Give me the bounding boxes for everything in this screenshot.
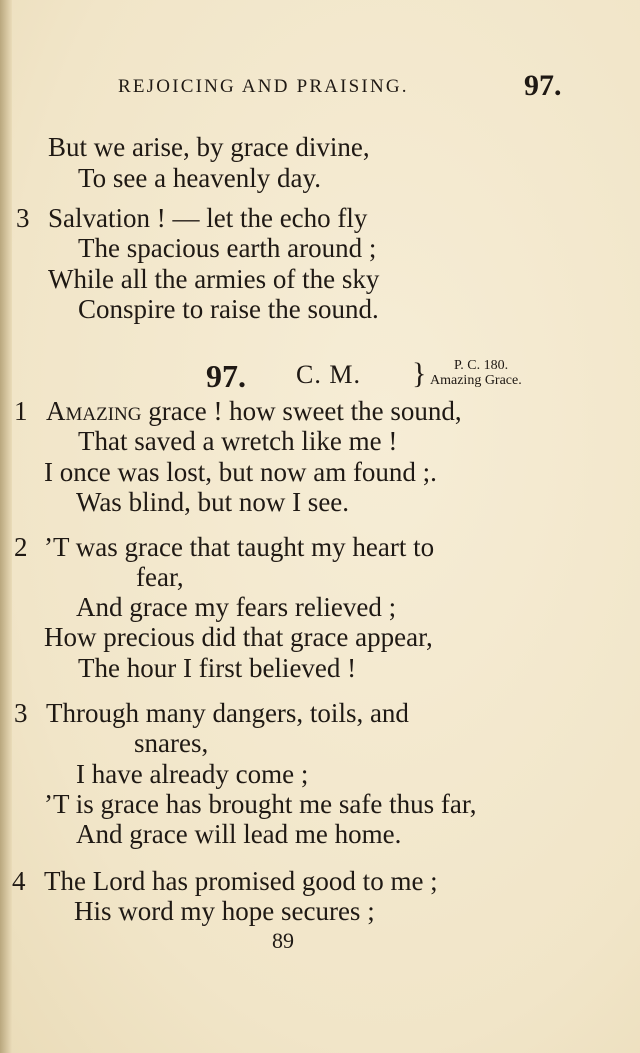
verse-first-line — [46, 396, 462, 426]
verse-line: I have already come ; — [76, 759, 309, 789]
page-gutter-shadow — [0, 0, 12, 1053]
continuation-line: But we arise, by grace divine, — [48, 132, 370, 162]
verse-line: ’T was grace that taught my heart to — [44, 532, 435, 562]
hymn-meter: C. M. — [296, 360, 361, 389]
verse-first-word: Amazing — [46, 396, 142, 426]
verse-line: And grace my fears relieved ; — [76, 592, 397, 622]
verse-line: While all the armies of the sky — [48, 264, 380, 294]
verse-number: 3 — [14, 698, 28, 728]
verse-line: Through many dangers, toils, and — [46, 698, 409, 728]
reference-tune: Amazing Grace. — [430, 373, 522, 388]
hymn-number: 97. — [206, 358, 246, 394]
running-head-title: REJOICING AND PRAISING. — [118, 76, 409, 97]
hymn-heading — [0, 358, 640, 398]
verse-line: How precious did that grace appear, — [44, 622, 433, 652]
verse-line: And grace will lead me home. — [76, 819, 402, 849]
verse-number: 4 — [12, 866, 26, 896]
verse-line: The hour I first believed ! — [78, 653, 357, 683]
running-head — [0, 70, 640, 106]
page-folio: 89 — [272, 928, 294, 953]
verse-line: I once was lost, but now am found ;. — [44, 457, 437, 487]
verse-line: The Lord has promised good to me ; — [44, 866, 438, 896]
verse-line: His word my hope secures ; — [74, 896, 375, 926]
verse-line: snares, — [134, 728, 209, 758]
continuation-line: To see a heavenly day. — [78, 163, 321, 193]
reference-source: P. C. 180. — [454, 358, 509, 373]
verse-line: Conspire to raise the sound. — [78, 294, 379, 324]
verse-line: The spacious earth around ; — [78, 233, 377, 263]
verse-line: Salvation ! — let the echo fly — [48, 203, 368, 233]
verse-line: Was blind, but now I see. — [76, 487, 350, 517]
verse-line: ’T is grace has brought me safe thus far, — [44, 789, 477, 819]
running-head-page-number: 97. — [524, 69, 562, 102]
verse-line: fear, — [136, 562, 184, 592]
verse-first-line-rest: grace ! how sweet the sound, — [141, 396, 462, 426]
verse-number: 2 — [14, 532, 28, 562]
verse-line: That saved a wretch like me ! — [78, 426, 398, 456]
verse-number: 3 — [16, 203, 30, 233]
reference-brace: } — [412, 357, 427, 390]
verse-number: 1 — [14, 396, 28, 426]
